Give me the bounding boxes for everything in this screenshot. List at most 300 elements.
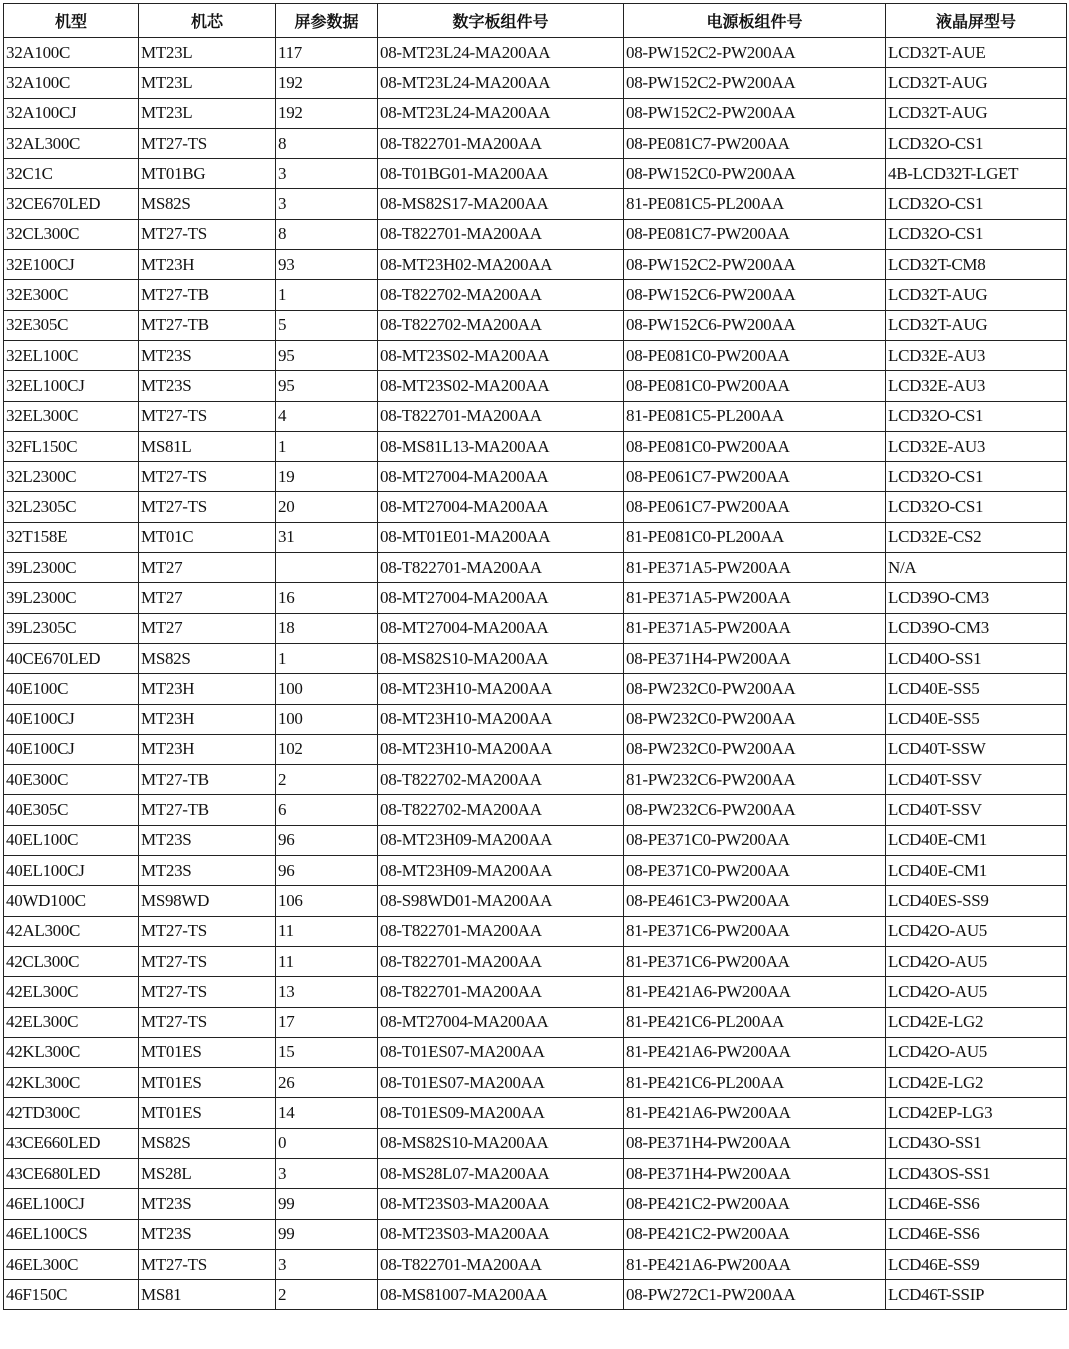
- digital-board-cell: 08-MS28L07-MA200AA: [378, 1158, 624, 1188]
- power-board-cell: 81-PE421C6-PL200AA: [624, 1007, 886, 1037]
- power-board-cell: 81-PE081C5-PL200AA: [624, 189, 886, 219]
- screen-param-cell: 8: [276, 128, 378, 158]
- chassis-cell: MS82S: [139, 643, 276, 673]
- model-cell: 40CE670LED: [4, 643, 139, 673]
- screen-param-cell: 96: [276, 856, 378, 886]
- model-cell: 32A100C: [4, 68, 139, 98]
- screen-param-cell: 96: [276, 825, 378, 855]
- digital-board-cell: 08-MT23S02-MA200AA: [378, 371, 624, 401]
- chassis-cell: MT27-TS: [139, 128, 276, 158]
- table-row: [4, 189, 1067, 219]
- chassis-cell: MT27-TS: [139, 977, 276, 1007]
- lcd-panel-cell: LCD32T-AUG: [886, 280, 1067, 310]
- power-board-cell: 08-PW152C2-PW200AA: [624, 98, 886, 128]
- digital-board-cell: 08-MT23L24-MA200AA: [378, 98, 624, 128]
- power-board-cell: 08-PE371C0-PW200AA: [624, 856, 886, 886]
- lcd-panel-cell: LCD46E-SS6: [886, 1219, 1067, 1249]
- chassis-cell: MT23H: [139, 704, 276, 734]
- screen-param-cell: 3: [276, 189, 378, 219]
- table-row: [4, 553, 1067, 583]
- digital-board-cell: 08-MT23S03-MA200AA: [378, 1219, 624, 1249]
- lcd-panel-cell: LCD32T-AUG: [886, 98, 1067, 128]
- chassis-cell: MT23H: [139, 250, 276, 280]
- power-board-cell: 08-PE371H4-PW200AA: [624, 643, 886, 673]
- power-board-cell: 81-PE371A5-PW200AA: [624, 613, 886, 643]
- table-row: [4, 371, 1067, 401]
- table-row: [4, 674, 1067, 704]
- chassis-cell: MT01ES: [139, 1037, 276, 1067]
- screen-param-cell: 16: [276, 583, 378, 613]
- chassis-cell: MT23L: [139, 38, 276, 68]
- digital-board-cell: 08-MT23L24-MA200AA: [378, 38, 624, 68]
- digital-board-cell: 08-T822701-MA200AA: [378, 977, 624, 1007]
- power-board-cell: 81-PE421A6-PW200AA: [624, 1037, 886, 1067]
- table-row: [4, 856, 1067, 886]
- table-row: [4, 704, 1067, 734]
- screen-param-cell: 19: [276, 462, 378, 492]
- power-board-cell: 08-PW232C6-PW200AA: [624, 795, 886, 825]
- power-board-cell: 81-PW232C6-PW200AA: [624, 765, 886, 795]
- power-board-cell: 08-PE081C0-PW200AA: [624, 371, 886, 401]
- chassis-cell: MT23S: [139, 825, 276, 855]
- lcd-panel-cell: LCD42O-AU5: [886, 1037, 1067, 1067]
- lcd-panel-cell: LCD43OS-SS1: [886, 1158, 1067, 1188]
- chassis-cell: MT23S: [139, 371, 276, 401]
- chassis-cell: MT27-TS: [139, 219, 276, 249]
- chassis-cell: MT23L: [139, 68, 276, 98]
- lcd-panel-cell: LCD32O-CS1: [886, 462, 1067, 492]
- power-board-cell: 08-PE061C7-PW200AA: [624, 462, 886, 492]
- model-cell: 43CE660LED: [4, 1128, 139, 1158]
- lcd-panel-cell: LCD32E-CS2: [886, 522, 1067, 552]
- chassis-cell: MT27-TS: [139, 1007, 276, 1037]
- screen-param-cell: 31: [276, 522, 378, 552]
- model-cell: 42TD300C: [4, 1098, 139, 1128]
- digital-board-cell: 08-MS81007-MA200AA: [378, 1280, 624, 1310]
- digital-board-cell: 08-MS81L13-MA200AA: [378, 431, 624, 461]
- lcd-panel-cell: LCD39O-CM3: [886, 613, 1067, 643]
- screen-param-cell: 6: [276, 795, 378, 825]
- chassis-cell: MT01ES: [139, 1068, 276, 1098]
- digital-board-cell: 08-S98WD01-MA200AA: [378, 886, 624, 916]
- table-row: [4, 825, 1067, 855]
- table-row: [4, 1128, 1067, 1158]
- digital-board-cell: 08-T822701-MA200AA: [378, 128, 624, 158]
- digital-board-cell: 08-MT23H10-MA200AA: [378, 674, 624, 704]
- model-cell: 43CE680LED: [4, 1158, 139, 1188]
- screen-param-cell: 117: [276, 38, 378, 68]
- digital-board-cell: 08-MT23S02-MA200AA: [378, 340, 624, 370]
- screen-param-cell: 100: [276, 674, 378, 704]
- chassis-cell: MT01C: [139, 522, 276, 552]
- table-row: [4, 916, 1067, 946]
- digital-board-cell: 08-MS82S10-MA200AA: [378, 643, 624, 673]
- digital-board-cell: 08-T822701-MA200AA: [378, 553, 624, 583]
- lcd-panel-cell: LCD40ES-SS9: [886, 886, 1067, 916]
- lcd-panel-cell: LCD43O-SS1: [886, 1128, 1067, 1158]
- chassis-cell: MT23H: [139, 734, 276, 764]
- chassis-cell: MS28L: [139, 1158, 276, 1188]
- table-row: [4, 886, 1067, 916]
- power-board-cell: 08-PW272C1-PW200AA: [624, 1280, 886, 1310]
- table-row: [4, 492, 1067, 522]
- table-row: [4, 1249, 1067, 1279]
- lcd-panel-cell: LCD46T-SSIP: [886, 1280, 1067, 1310]
- table-row: [4, 1280, 1067, 1310]
- chassis-cell: MS82S: [139, 189, 276, 219]
- screen-param-cell: 2: [276, 765, 378, 795]
- chassis-cell: MT27-TS: [139, 1249, 276, 1279]
- digital-board-cell: 08-T822702-MA200AA: [378, 280, 624, 310]
- lcd-panel-cell: LCD40E-SS5: [886, 674, 1067, 704]
- screen-param-cell: 3: [276, 159, 378, 189]
- model-cell: 39L2300C: [4, 583, 139, 613]
- table-row: [4, 310, 1067, 340]
- lcd-panel-cell: LCD32E-AU3: [886, 431, 1067, 461]
- chassis-cell: MT23L: [139, 98, 276, 128]
- digital-board-cell: 08-T822702-MA200AA: [378, 795, 624, 825]
- digital-board-cell: 08-T822701-MA200AA: [378, 946, 624, 976]
- power-board-cell: 08-PE371H4-PW200AA: [624, 1128, 886, 1158]
- lcd-panel-cell: LCD39O-CM3: [886, 583, 1067, 613]
- model-cell: 40E100CJ: [4, 704, 139, 734]
- digital-board-cell: 08-T01ES09-MA200AA: [378, 1098, 624, 1128]
- table-row: [4, 734, 1067, 764]
- model-cell: 40E100C: [4, 674, 139, 704]
- lcd-panel-cell: LCD32E-AU3: [886, 371, 1067, 401]
- screen-param-cell: 13: [276, 977, 378, 1007]
- model-cell: 32EL300C: [4, 401, 139, 431]
- digital-board-cell: 08-T822702-MA200AA: [378, 310, 624, 340]
- lcd-panel-cell: LCD40E-CM1: [886, 825, 1067, 855]
- header-digital-board: 数字板组件号: [378, 4, 624, 38]
- screen-param-cell: 26: [276, 1068, 378, 1098]
- screen-param-cell: 14: [276, 1098, 378, 1128]
- chassis-cell: MT27: [139, 613, 276, 643]
- model-cell: 46F150C: [4, 1280, 139, 1310]
- header-row: [4, 4, 1067, 38]
- power-board-cell: 81-PE371C6-PW200AA: [624, 946, 886, 976]
- model-cell: 32E305C: [4, 310, 139, 340]
- table-row: [4, 643, 1067, 673]
- digital-board-cell: 08-MT27004-MA200AA: [378, 492, 624, 522]
- model-cell: 32L2305C: [4, 492, 139, 522]
- power-board-cell: 08-PE461C3-PW200AA: [624, 886, 886, 916]
- power-board-cell: 08-PW152C2-PW200AA: [624, 250, 886, 280]
- power-board-cell: 81-PE081C0-PL200AA: [624, 522, 886, 552]
- table-body: [4, 38, 1067, 1310]
- screen-param-cell: 100: [276, 704, 378, 734]
- table-row: [4, 1037, 1067, 1067]
- lcd-panel-cell: LCD40T-SSW: [886, 734, 1067, 764]
- screen-param-cell: 18: [276, 613, 378, 643]
- chassis-cell: MT23H: [139, 674, 276, 704]
- model-cell: 46EL300C: [4, 1249, 139, 1279]
- model-cell: 32A100CJ: [4, 98, 139, 128]
- lcd-panel-cell: LCD32O-CS1: [886, 492, 1067, 522]
- header-model: 机型: [4, 4, 139, 38]
- chassis-cell: MT23S: [139, 1189, 276, 1219]
- digital-board-cell: 08-MT23S03-MA200AA: [378, 1189, 624, 1219]
- lcd-panel-cell: LCD42E-LG2: [886, 1007, 1067, 1037]
- screen-param-cell: 5: [276, 310, 378, 340]
- power-board-cell: 81-PE421C6-PL200AA: [624, 1068, 886, 1098]
- power-board-cell: 08-PW152C6-PW200AA: [624, 310, 886, 340]
- model-cell: 32EL100CJ: [4, 371, 139, 401]
- model-cell: 42EL300C: [4, 977, 139, 1007]
- model-cell: 42KL300C: [4, 1037, 139, 1067]
- digital-board-cell: 08-MS82S10-MA200AA: [378, 1128, 624, 1158]
- digital-board-cell: 08-MT23H02-MA200AA: [378, 250, 624, 280]
- digital-board-cell: 08-MT27004-MA200AA: [378, 583, 624, 613]
- power-board-cell: 08-PE371C0-PW200AA: [624, 825, 886, 855]
- screen-param-cell: 1: [276, 643, 378, 673]
- screen-param-cell: 95: [276, 340, 378, 370]
- lcd-panel-cell: LCD32O-CS1: [886, 401, 1067, 431]
- model-cell: 32A100C: [4, 38, 139, 68]
- table-row: [4, 1098, 1067, 1128]
- power-board-cell: 81-PE421A6-PW200AA: [624, 977, 886, 1007]
- model-cell: 39L2300C: [4, 553, 139, 583]
- chassis-cell: MT27-TB: [139, 280, 276, 310]
- table-row: [4, 1007, 1067, 1037]
- digital-board-cell: 08-MT27004-MA200AA: [378, 1007, 624, 1037]
- model-cell: 42KL300C: [4, 1068, 139, 1098]
- digital-board-cell: 08-MT23H09-MA200AA: [378, 825, 624, 855]
- model-cell: 32T158E: [4, 522, 139, 552]
- model-cell: 32EL100C: [4, 340, 139, 370]
- header-screen-param: 屏参数据: [276, 4, 378, 38]
- digital-board-cell: 08-MT23H09-MA200AA: [378, 856, 624, 886]
- model-cell: 40EL100C: [4, 825, 139, 855]
- model-cell: 32E100CJ: [4, 250, 139, 280]
- table-row: [4, 38, 1067, 68]
- digital-board-cell: 08-MT27004-MA200AA: [378, 462, 624, 492]
- lcd-panel-cell: LCD40T-SSV: [886, 765, 1067, 795]
- digital-board-cell: 08-T822701-MA200AA: [378, 219, 624, 249]
- model-cell: 46EL100CS: [4, 1219, 139, 1249]
- power-board-cell: 08-PW232C0-PW200AA: [624, 704, 886, 734]
- lcd-panel-cell: LCD42O-AU5: [886, 977, 1067, 1007]
- chassis-cell: MS82S: [139, 1128, 276, 1158]
- digital-board-cell: 08-MS82S17-MA200AA: [378, 189, 624, 219]
- power-board-cell: 81-PE371A5-PW200AA: [624, 553, 886, 583]
- table-row: [4, 340, 1067, 370]
- screen-param-cell: 2: [276, 1280, 378, 1310]
- model-cell: 32L2300C: [4, 462, 139, 492]
- model-cell: 40EL100CJ: [4, 856, 139, 886]
- power-board-cell: 81-PE371C6-PW200AA: [624, 916, 886, 946]
- lcd-panel-cell: LCD32E-AU3: [886, 340, 1067, 370]
- power-board-cell: 08-PW152C6-PW200AA: [624, 280, 886, 310]
- screen-param-cell: 95: [276, 371, 378, 401]
- power-board-cell: 08-PE081C0-PW200AA: [624, 431, 886, 461]
- chassis-cell: MS81: [139, 1280, 276, 1310]
- table-row: [4, 128, 1067, 158]
- table-row: [4, 159, 1067, 189]
- screen-param-cell: 8: [276, 219, 378, 249]
- power-board-cell: 08-PE081C7-PW200AA: [624, 128, 886, 158]
- chassis-cell: MT27-TB: [139, 765, 276, 795]
- power-board-cell: 08-PE371H4-PW200AA: [624, 1158, 886, 1188]
- power-board-cell: 81-PE371A5-PW200AA: [624, 583, 886, 613]
- table-row: [4, 280, 1067, 310]
- parts-table: [3, 3, 1067, 1310]
- chassis-cell: MS81L: [139, 431, 276, 461]
- lcd-panel-cell: LCD32T-CM8: [886, 250, 1067, 280]
- header-lcd-panel: 液晶屏型号: [886, 4, 1067, 38]
- table-row: [4, 583, 1067, 613]
- lcd-panel-cell: LCD46E-SS6: [886, 1189, 1067, 1219]
- lcd-panel-cell: N/A: [886, 553, 1067, 583]
- lcd-panel-cell: LCD32O-CS1: [886, 189, 1067, 219]
- chassis-cell: MT23S: [139, 856, 276, 886]
- header-power-board: 电源板组件号: [624, 4, 886, 38]
- chassis-cell: MT27-TB: [139, 310, 276, 340]
- lcd-panel-cell: LCD32T-AUE: [886, 38, 1067, 68]
- table-row: [4, 1219, 1067, 1249]
- lcd-panel-cell: LCD40E-SS5: [886, 704, 1067, 734]
- model-cell: 32E300C: [4, 280, 139, 310]
- digital-board-cell: 08-MT23L24-MA200AA: [378, 68, 624, 98]
- digital-board-cell: 08-MT27004-MA200AA: [378, 613, 624, 643]
- digital-board-cell: 08-T822702-MA200AA: [378, 765, 624, 795]
- digital-board-cell: 08-MT01E01-MA200AA: [378, 522, 624, 552]
- chassis-cell: MT27-TS: [139, 462, 276, 492]
- lcd-panel-cell: LCD32T-AUG: [886, 68, 1067, 98]
- power-board-cell: 08-PW232C0-PW200AA: [624, 734, 886, 764]
- table-row: [4, 219, 1067, 249]
- table-row: [4, 1158, 1067, 1188]
- chassis-cell: MT23S: [139, 1219, 276, 1249]
- model-cell: 46EL100CJ: [4, 1189, 139, 1219]
- screen-param-cell: 11: [276, 916, 378, 946]
- chassis-cell: MT27: [139, 583, 276, 613]
- table-header: [4, 4, 1067, 38]
- screen-param-cell: 17: [276, 1007, 378, 1037]
- power-board-cell: 08-PW152C2-PW200AA: [624, 68, 886, 98]
- digital-board-cell: 08-T01ES07-MA200AA: [378, 1037, 624, 1067]
- screen-param-cell: 11: [276, 946, 378, 976]
- lcd-panel-cell: LCD42E-LG2: [886, 1068, 1067, 1098]
- screen-param-cell: 0: [276, 1128, 378, 1158]
- model-cell: 42EL300C: [4, 1007, 139, 1037]
- power-board-cell: 08-PE421C2-PW200AA: [624, 1189, 886, 1219]
- parts-table-sheet: [3, 3, 1066, 1344]
- lcd-panel-cell: LCD40T-SSV: [886, 795, 1067, 825]
- power-board-cell: 08-PE421C2-PW200AA: [624, 1219, 886, 1249]
- model-cell: 32CE670LED: [4, 189, 139, 219]
- model-cell: 32FL150C: [4, 431, 139, 461]
- screen-param-cell: 99: [276, 1189, 378, 1219]
- chassis-cell: MT27-TB: [139, 795, 276, 825]
- screen-param-cell: 106: [276, 886, 378, 916]
- digital-board-cell: 08-T822701-MA200AA: [378, 916, 624, 946]
- table-row: [4, 401, 1067, 431]
- table-row: [4, 1068, 1067, 1098]
- digital-board-cell: 08-T822701-MA200AA: [378, 1249, 624, 1279]
- power-board-cell: 81-PE081C5-PL200AA: [624, 401, 886, 431]
- screen-param-cell: [276, 553, 378, 583]
- table-row: [4, 462, 1067, 492]
- chassis-cell: MT23S: [139, 340, 276, 370]
- screen-param-cell: 3: [276, 1249, 378, 1279]
- power-board-cell: 81-PE421A6-PW200AA: [624, 1098, 886, 1128]
- screen-param-cell: 102: [276, 734, 378, 764]
- lcd-panel-cell: LCD32O-CS1: [886, 128, 1067, 158]
- table-row: [4, 795, 1067, 825]
- screen-param-cell: 20: [276, 492, 378, 522]
- screen-param-cell: 99: [276, 1219, 378, 1249]
- table-row: [4, 68, 1067, 98]
- chassis-cell: MS98WD: [139, 886, 276, 916]
- chassis-cell: MT27: [139, 553, 276, 583]
- screen-param-cell: 3: [276, 1158, 378, 1188]
- model-cell: 32AL300C: [4, 128, 139, 158]
- chassis-cell: MT27-TS: [139, 401, 276, 431]
- chassis-cell: MT01BG: [139, 159, 276, 189]
- chassis-cell: MT01ES: [139, 1098, 276, 1128]
- chassis-cell: MT27-TS: [139, 946, 276, 976]
- screen-param-cell: 93: [276, 250, 378, 280]
- lcd-panel-cell: 4B-LCD32T-LGET: [886, 159, 1067, 189]
- lcd-panel-cell: LCD40O-SS1: [886, 643, 1067, 673]
- model-cell: 40E300C: [4, 765, 139, 795]
- table-row: [4, 1189, 1067, 1219]
- digital-board-cell: 08-T01ES07-MA200AA: [378, 1068, 624, 1098]
- lcd-panel-cell: LCD42O-AU5: [886, 916, 1067, 946]
- chassis-cell: MT27-TS: [139, 492, 276, 522]
- chassis-cell: MT27-TS: [139, 916, 276, 946]
- model-cell: 40WD100C: [4, 886, 139, 916]
- model-cell: 32CL300C: [4, 219, 139, 249]
- table-row: [4, 613, 1067, 643]
- lcd-panel-cell: LCD46E-SS9: [886, 1249, 1067, 1279]
- digital-board-cell: 08-MT23H10-MA200AA: [378, 704, 624, 734]
- digital-board-cell: 08-MT23H10-MA200AA: [378, 734, 624, 764]
- table-row: [4, 522, 1067, 552]
- power-board-cell: 08-PW152C0-PW200AA: [624, 159, 886, 189]
- power-board-cell: 81-PE421A6-PW200AA: [624, 1249, 886, 1279]
- header-chassis: 机芯: [139, 4, 276, 38]
- power-board-cell: 08-PE081C7-PW200AA: [624, 219, 886, 249]
- screen-param-cell: 15: [276, 1037, 378, 1067]
- power-board-cell: 08-PE061C7-PW200AA: [624, 492, 886, 522]
- model-cell: 42AL300C: [4, 916, 139, 946]
- power-board-cell: 08-PW152C2-PW200AA: [624, 38, 886, 68]
- table-row: [4, 431, 1067, 461]
- lcd-panel-cell: LCD42O-AU5: [886, 946, 1067, 976]
- table-row: [4, 98, 1067, 128]
- table-row: [4, 946, 1067, 976]
- digital-board-cell: 08-T822701-MA200AA: [378, 401, 624, 431]
- table-row: [4, 250, 1067, 280]
- digital-board-cell: 08-T01BG01-MA200AA: [378, 159, 624, 189]
- screen-param-cell: 192: [276, 98, 378, 128]
- table-row: [4, 765, 1067, 795]
- lcd-panel-cell: LCD40E-CM1: [886, 856, 1067, 886]
- screen-param-cell: 192: [276, 68, 378, 98]
- model-cell: 40E100CJ: [4, 734, 139, 764]
- model-cell: 42CL300C: [4, 946, 139, 976]
- model-cell: 39L2305C: [4, 613, 139, 643]
- power-board-cell: 08-PE081C0-PW200AA: [624, 340, 886, 370]
- screen-param-cell: 4: [276, 401, 378, 431]
- model-cell: 32C1C: [4, 159, 139, 189]
- screen-param-cell: 1: [276, 431, 378, 461]
- screen-param-cell: 1: [276, 280, 378, 310]
- power-board-cell: 08-PW232C0-PW200AA: [624, 674, 886, 704]
